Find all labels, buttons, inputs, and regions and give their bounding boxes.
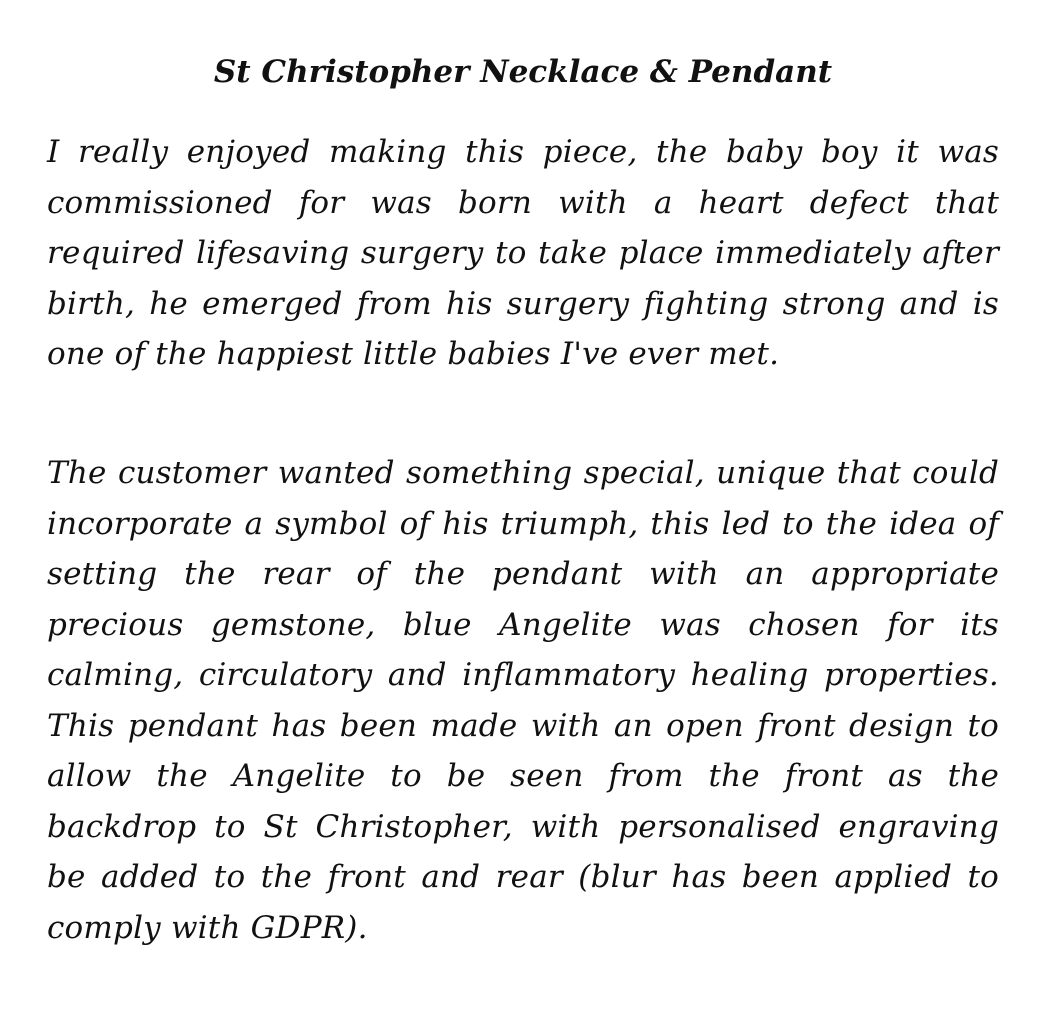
page-title: St Christopher Necklace & Pendant xyxy=(213,54,833,90)
body-paragraph-1: I really enjoyed making this piece, the baby boy it was commissioned for was born with a heart defect that required lifesaving surgery to take place immediately after birth, he emerged from his surgery fighting strong and is one of the happiest little babies I've ever met. xyxy=(47,134,999,372)
body-paragraph-2: The customer wanted something special, unique that could incorporate a symbol of his triumph, this led to the idea of setting the rear of the pendant with an appropriate precious gemstone, blue Angelite was chosen for its calming, circulatory and inflammatory healing properties. This pendant has been made with an open front design to allow the Angelite to be seen from the front as the backdrop to St Christopher, with personalised engraving be added to the front and rear (blur has been applied to comply with GDPR). xyxy=(47,455,999,946)
